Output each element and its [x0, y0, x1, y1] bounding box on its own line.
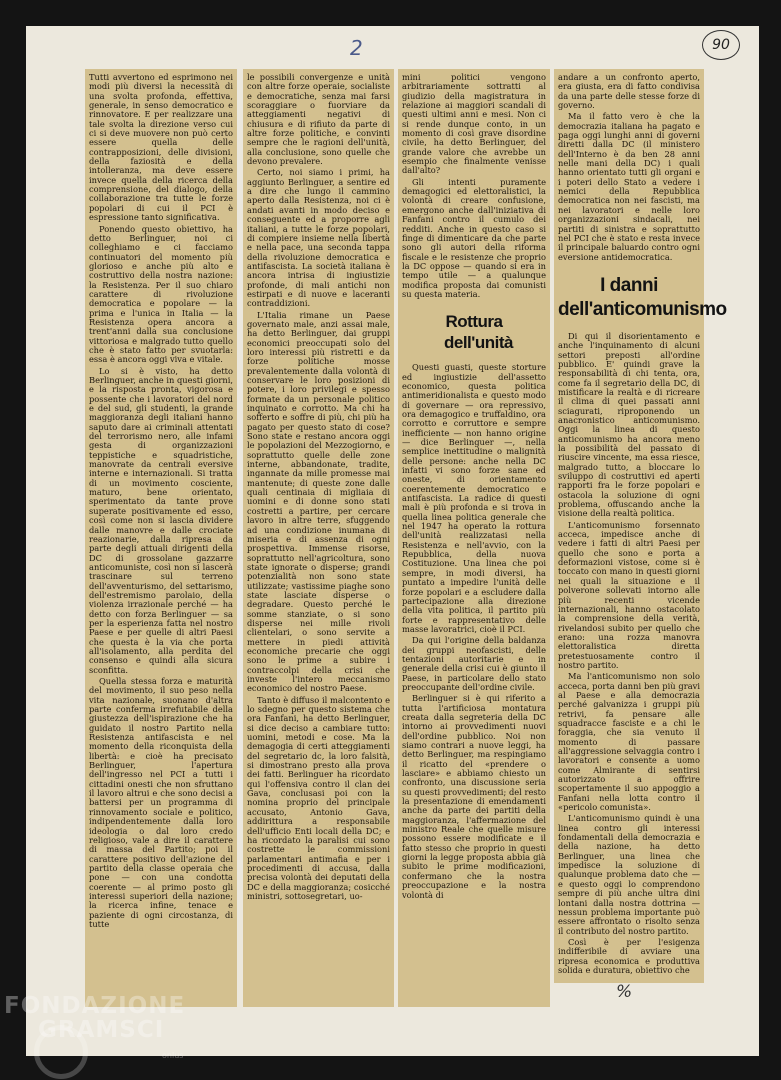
clipping-column-4: [554, 69, 727, 983]
paragraph: mini politici vengono arbitrariamente sottratti al giudizio della magistratura in relazione ai maggiori scandali di questi ultimi anni e mesi. Non ci si rende dunque conto, in un momento di così grave disordine civile, ha detto Berlinguer, del grande valore che avrebbe un esempio che finalmente venisse dall'alto?: [402, 72, 546, 176]
paragraph: andare a un confronto aperto, era giusta, era di fatto condivisa da una parte delle stesse forze di governo.: [558, 72, 700, 111]
paragraph: L'Italia rimane un Paese governato male, anzi assai male, ha detto Berlinguer, dai gruppi economici preoccupati solo del loro interessi più ristretti e da forze politiche mosse prevalentemente dalla volontà di conservare le loro posizioni di potere, i loro privilegi e spesso formate da un personale politico inquinato e corrotto. Ma chi ha sofferto e soffre di più, chi più ha pagato per questo stato di cose? Sono state e restano ancora oggi le popolazioni del Mezzogiorno, e soprattutto quelle delle zone interne, abbandonate, tradite, ingannate da mille promesse mai mantenute; di queste zone dalle quali centinaia di migliaia di uomini e di donne sono stati costretti a partire, per cercare lavoro in altre terre, sfuggendo ad una condizione inumana di miseria e di assenza di ogni prospettiva. Immense risorse, soprattutto nell'agricoltura, sono state ignorate o disperse; grandi potenzialità non sono state utilizzate; vastissime piaghe sono state lasciate disperse o degradare. Questo perché le somme stanziate, o si sono disperse nei mille rivoli clientelari, o sono servite a mettere in piedi attività economiche precarie che oggi sono le prime a subire i contraccolpi della crisi che investe l'intero meccanismo economico del nostro Paese.: [247, 309, 390, 694]
column-4-body: [558, 72, 727, 975]
paragraph: Quella stessa forza e maturità del movimento, il suo peso nella vita nazionale, suonano d'altra parte conferma irrefutabile della giustezza dell'ispirazione che ha guidato il nostro Partito nella Resistenza antifascista e nel momento della riconquista della libertà: e cioè ha precisato Berlinguer, l'apertura dell'ingresso nel PCI a tutti i cittadini onesti che non sfruttano il lavoro altrui e che sono decisi a battersi per un programma di rinnovamento sociale e politico, indipendentemente dalla loro ideologia o dal loro credo religioso, vale a dire il carattere di massa del Partito; poi il carattere positivo dell'azione del partito della classe operaia che pone — con una condotta coerente — al primo posto gli interessi superiori della nazione; la ricerca infine, tenace e paziente di ogni circostanza, di tutte: [89, 676, 233, 929]
paragraph: Ponendo questo obiettivo, ha detto Berlinguer, noi ci colleghiamo e ci facciamo continuatori del momento più glorioso e anche più alto e costruttivo della nostra nazione: la Resistenza. Per il suo chiaro carattere di rivoluzione democratica e popolare — la prima e l'unica in Italia — la Resistenza opera ancora a trent'anni dalla sua conclusione vittoriosa e malgrado tutto quello che è stato fatto per svuotarla: essa è ancora oggi viva e vitale.: [89, 223, 233, 365]
watermark-line-2: GRAMSCI: [38, 1017, 165, 1043]
paragraph: Tanto è diffuso il malcontento e lo sdegno per questo sistema che ora Fanfani, ha detto Berlinguer, si dice deciso a cambiare tutto: uomini, metodi e cose. Ma la demagogia di certi atteggiamenti del segretario dc, la loro falsità, si dimostrano presto alla prova dei fatti. Berlinguer ha ricordato qui l'offensiva contro il clan dei Gava, conclusasi poi con la nomina proprio del principale accusato, Antonio Gava, addirittura a responsabile dell'ufficio Enti locali della DC; e ha ricordato la paralisi cui sono costrette le commissioni parlamentari antimafia e per i procedimenti di accusa, dalla precisa volontà dei deputati della DC e della maggioranza; cosicché ministri, sottosegretari, uo-: [247, 694, 390, 901]
paragraph: Lo si è visto, ha detto Berlinguer, anche in questi giorni, e la risposta pronta, vigorosa e possente che i lavoratori del nord e del sud, gli studenti, la grande maggioranza degli italiani hanno saputo dare ai criminali attentati del terrorismo nero, alle infami gesta di organizzazioni teppistiche e squadristiche, manovrate da centrali eversive interne e internazionali. Si tratta di un movimento cosciente, maturo, bene orientato, sperimentato da tante prove superate positivamente ed esso, così come non si lascia dividere dalle manovre e dalle crociate reazionarie, dalla ripresa da parte degli attuali dirigenti della DC di grossolane gazzarre anticomuniste, così non si lascerà trascinare sul terreno dell'avventurismo, del settarismo, dell'estremismo parolaio, della violenza irrazionale perché — ha detto con forza Berlinguer — sa per la esperienza fatta nel nostro Paese e per quelle di altri Paesi che questa è la via che porta all'isolamento, alla perdita del consenso e quindi alla sicura sconfitta.: [89, 365, 233, 675]
paragraph: Tutti avvertono ed esprimono nei modi più diversi la necessità di una svolta profonda, effettiva, generale, in senso democratico e rinnovatore. E per realizzare una tale svolta la direzione verso cui ci si deve muovere non può certo essere quella delle contrapposizioni, delle divisioni, della faziosità e della intolleranza, ma deve essere invece quella della ricerca della comprensione, del dialogo, della collaborazione tra tutte le forze popolari di cui il PCI è espressione tanto significativa.: [89, 72, 233, 223]
paragraph: Così è per l'esigenza indifferibile di avviare una ripresa economica e produttiva solida e duratura, obiettivo che: [558, 936, 700, 975]
clipping-column-3: [398, 69, 550, 1007]
paragraph: Di qui il disorientamento e anche l'inquinamento di alcuni settori preposti all'ordine pubblico. E' quindi grave la responsabilità di chi tenta, ora, come fa il segretario della DC, di mistificare la realtà e di ricreare il clima di quei passati anni sciagurati, riproponendo un anacronistico anticomunismo. Oggi la linea di questo anticomunismo ha ancora meno la possibilità del passato di riuscire vincente, ma essa riesce, malgrado tutto, a bloccare lo sviluppo di costruttivi ed aperti rapporti fra le forze popolari e ostacola la soluzione di ogni problema, offuscando anche la visione della realtà politica.: [558, 330, 700, 519]
paragraph: le possibili convergenze e unità con altre forze operaie, socialiste e democratiche, senza mai farsi scoraggiare o fuorviare da atteggiamenti negativi di chiusura e di rifiuto da parte di altre forze politiche, e convinti sempre che le ragioni dell'unità, alla conclusione, sono quelle che devono prevalere.: [247, 72, 390, 167]
section-headline: I danni dell'anticomunismo: [558, 274, 727, 320]
clipping-column-2: [243, 69, 394, 1007]
paragraph: Ma il fatto vero è che la democrazia italiana ha pagato e paga oggi lunghi anni di governi diretti dalla DC (il ministero dell'Interno è da ben 28 anni nelle mani della DC) i quali hanno orientato tutti gli organi e i poteri dello Stato a vedere i nemici della Repubblica democratica non nei fascisti, ma nei lavoratori e nelle loro organizzazioni sindacali, nei partiti di sinistra e soprattutto nel PCI che è stato e resta invece il principale baluardo contro ogni eversione antidemocratica.: [558, 111, 700, 262]
paragraph: Gli intenti puramente demagogici ed elettoralistici, la volontà di creare confusione, emergono anche dall'iniziativa di Fanfani contro il cumulo dei redditi. Anche in questo caso si finge di dimenticare da che parte sono gli autori della riforma fiscale e le resistenze che proprio la DC oppose — quando si era in tempo utile — a qualunque modifica proposta dai comunisti su questa materia.: [402, 176, 546, 299]
archive-sheet: [26, 26, 759, 1056]
column-1-body: [89, 73, 233, 929]
paragraph: Certo, noi siamo i primi, ha aggiunto Berlinguer, a sentire ed a dire che lungo il cammino aperto dalla Resistenza, noi ci è andati avanti in modo deciso e conseguente ed a proporre agli italiani, a tutte le forze popolari, di compiere insieme nella libertà e nella pace, una seconda tappa della rivoluzione democratica e antifascista. La società italiana è ancora intrisa di ingiustizie profonde, di mali antichi non estirpati e di nuove e laceranti contraddizioni.: [247, 167, 390, 309]
paragraph: L'anticomunismo forsennato acceca, impedisce anche di vedere i fatti di altri Paesi per quello che sono e porta a deformazioni vistose, come si è toccato con mano in questi giorni nei quali la situazione e il polverone sollevati intorno alle più recenti vicende internazionali, hanno ostacolato la comprensione della verità, rivelandosi subito per quello che erano: una rozza manovra elettoralistica diretta pretestuosamente contro il nostro partito.: [558, 519, 700, 670]
handwritten-page-number: 2: [350, 36, 363, 60]
clipping-column-1: [85, 69, 237, 1007]
column-3-body: [402, 73, 546, 900]
section-headline: Rottura dell'unità: [444, 312, 513, 353]
paragraph: Da qui l'origine della baldanza dei gruppi neofascisti, delle tentazioni autoritarie e in generale della crisi cui è giunto il Paese, in particolare dello stato preoccupante dell'ordine civile.: [402, 635, 546, 692]
watermark-line-1: FONDAZIONE: [4, 993, 186, 1019]
paragraph: Berlinguer si è qui riferito a tutta l'artificiosa montatura creata dalla segreteria della DC intorno ai provvedimenti nuovi dell'ordine pubblico. Noi non siamo contrari a nuove leggi, ha detto Berlinguer, ma respingiamo il ricatto del «prendere o lasciare» e abbiamo chiesto un confronto, una discussione seria su questi provvedimenti; del resto la presentazione di emendamenti anche da parte dei partiti della maggioranza, l'affermazione del ministro Reale che quelle misure possono essere modificate e il fatto stesso che proprio in questi giorni la legge proposta abbia già subito le prime modificazioni, confermano che la nostra preoccupazione e la nostra volontà di: [402, 693, 546, 900]
watermark-logo-icon: [34, 1025, 88, 1079]
fondazione-gramsci-watermark: [4, 993, 186, 1060]
watermark-sub: onlus: [162, 1051, 184, 1060]
paragraph: L'anticomunismo quindi è una linea contro gli interessi fondamentali della democrazia e della nazione, ha detto Berlinguer, una linea che impedisce la soluzione di qualunque problema dato che — e questo oggi lo comprendono sempre di più anche ultra dini lontani dalla nostra dottrina — nessun problema importante può essere affrontato o risolto senza il contributo del nostro partito.: [558, 813, 700, 936]
column-2-body: [247, 73, 390, 901]
archive-number-circle: 90: [702, 30, 740, 60]
paragraph: Ma l'anticomunismo non solo acceca, porta danni ben più gravi al Paese e alla democrazia perché galvanizza i gruppi più retrivi, fa pensare alle squadracce fasciste e a chi le foraggia, che sia venuto il momento di passare all'aggressione selvaggia contro i lavoratori e consente a uomo come Almirante di sentirsi autorizzato a offrire scopertamente il suo appoggio a Fanfani nella lotta contro il «pericolo comunista».: [558, 671, 700, 813]
paragraph: Questi guasti, queste storture ed ingiustizie dell'assetto economico, questa politica antimeridionalista e questo modo di governare — ora repressivo, ora demagogico e truffaldino, ora corrotto e corruttore e sempre inefficiente — non hanno origine — dice Berlinguer —, nella semplice inettitudine o malignità delle persone: anche nella DC infatti vi sono forze sane ed oneste, di orientamento coerentemente democratico e antifascista. La radice di questi mali è più profonda e si trova in quella linea politica generale che nel 1947 ha operato la rottura dell'unità realizzatasi nella Resistenza e nell'avvio, con la Repubblica, della nuova Costituzione. Una linea che poi sempre, in modi diversi, ha puntato a impedire l'unità delle forze popolari e a escludere dalla partecipazione alla direzione della vita politica, il partito più forte e rappresentativo delle masse lavoratrici, cioè il PCI.: [402, 362, 546, 634]
handwritten-bottom-mark: %: [616, 982, 633, 1002]
